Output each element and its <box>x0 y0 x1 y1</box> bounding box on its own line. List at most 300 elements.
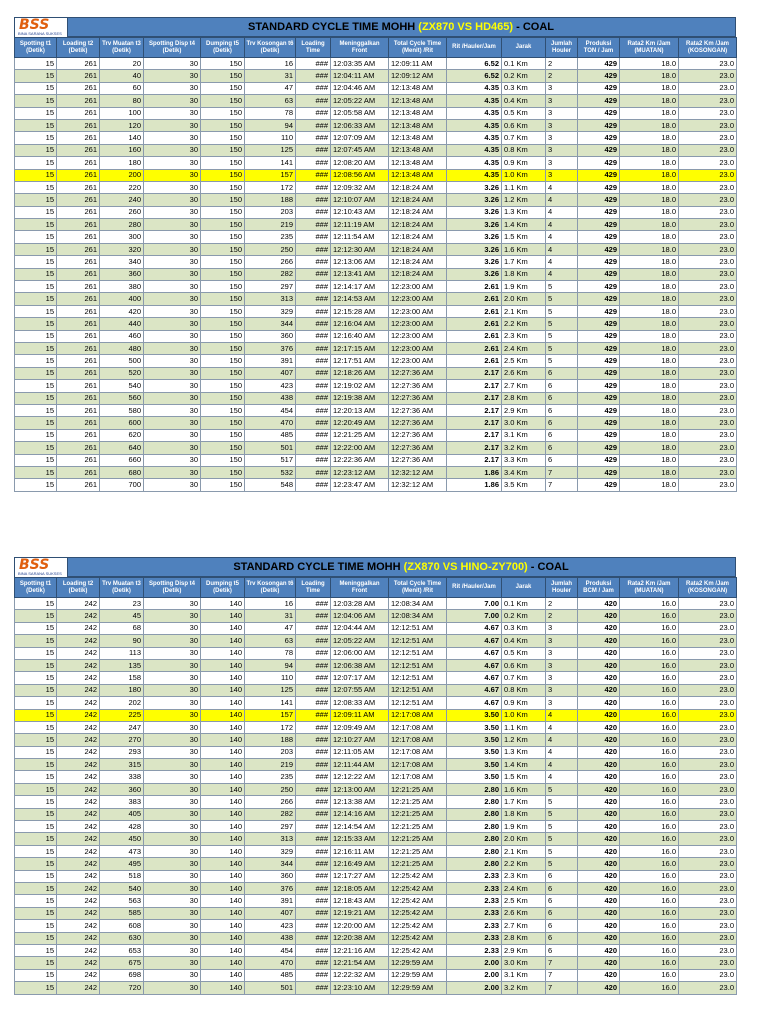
cell-dumping: 150 <box>201 82 245 94</box>
cell-trv-kosongan: 110 <box>245 672 296 684</box>
cell-total-cycle-time: 12:17:08 AM <box>389 746 447 758</box>
cell-trv-muatan: 360 <box>100 783 144 795</box>
cell-jarak: 0.1 Km <box>502 58 546 70</box>
cell-dumping: 140 <box>201 783 245 795</box>
cell-trv-kosongan: 282 <box>245 808 296 820</box>
cell-spotting: 15 <box>15 622 57 634</box>
cell-jarak: 1.5 Km <box>502 771 546 783</box>
cell-loading: 261 <box>57 380 100 392</box>
table-row <box>15 697 737 709</box>
cell-jarak: 0.3 Km <box>502 82 546 94</box>
cell-loading: 261 <box>57 429 100 441</box>
cell-produksi: 429 <box>578 305 620 317</box>
table-row <box>15 821 737 833</box>
cell-jarak: 0.3 Km <box>502 622 546 634</box>
cell-produksi: 420 <box>578 771 620 783</box>
col-header-loading: Loading t2 (Detik) <box>57 38 100 58</box>
cell-jarak: 2.5 Km <box>502 355 546 367</box>
cell-rata-muatan: 18.0 <box>620 417 679 429</box>
logo-tagline: BINA SARANA SUKSES <box>18 571 62 576</box>
cell-loading-time: ### <box>296 647 331 659</box>
cell-meninggalkan-front: 12:11:54 AM <box>331 231 389 243</box>
cycle-time-sheet-hino-zy700 <box>14 557 736 995</box>
cell-jumlah-houler: 5 <box>546 281 578 293</box>
cell-meninggalkan-front: 12:11:44 AM <box>331 759 389 771</box>
cell-produksi: 420 <box>578 808 620 820</box>
cell-spotting: 15 <box>15 783 57 795</box>
cell-meninggalkan-front: 12:09:32 AM <box>331 181 389 193</box>
cell-jarak: 1.7 Km <box>502 256 546 268</box>
cell-trv-muatan: 202 <box>100 697 144 709</box>
cell-rata-muatan: 18.0 <box>620 107 679 119</box>
cell-loading-time: ### <box>296 330 331 342</box>
cell-total-cycle-time: 12:12:51 AM <box>389 622 447 634</box>
title-equipment: (ZX870 VS HINO-ZY700) <box>403 561 528 573</box>
cell-trv-muatan: 480 <box>100 342 144 354</box>
cell-produksi: 420 <box>578 882 620 894</box>
cell-rata-muatan: 18.0 <box>620 281 679 293</box>
cell-loading: 261 <box>57 417 100 429</box>
cell-spotting: 15 <box>15 318 57 330</box>
cell-rata-muatan: 16.0 <box>620 659 679 671</box>
cell-spotting: 15 <box>15 771 57 783</box>
cell-jumlah-houler: 4 <box>546 181 578 193</box>
cell-loading-time: ### <box>296 82 331 94</box>
cell-meninggalkan-front: 12:10:07 AM <box>331 194 389 206</box>
cell-rata-muatan: 16.0 <box>620 969 679 981</box>
cell-dumping: 140 <box>201 969 245 981</box>
table-row <box>15 70 737 82</box>
cell-loading: 261 <box>57 355 100 367</box>
cell-trv-kosongan: 78 <box>245 647 296 659</box>
cell-produksi: 420 <box>578 833 620 845</box>
cell-trv-kosongan: 297 <box>245 821 296 833</box>
cell-trv-muatan: 608 <box>100 920 144 932</box>
cell-rata-kosongan: 23.0 <box>679 58 737 70</box>
cell-jumlah-houler: 7 <box>546 479 578 491</box>
cell-trv-kosongan: 188 <box>245 194 296 206</box>
cell-trv-muatan: 540 <box>100 882 144 894</box>
cell-dumping: 140 <box>201 635 245 647</box>
table-row <box>15 281 737 293</box>
cell-rata-muatan: 16.0 <box>620 697 679 709</box>
cell-spotting: 15 <box>15 858 57 870</box>
cell-dumping: 150 <box>201 206 245 218</box>
cell-loading: 261 <box>57 95 100 107</box>
cell-jumlah-houler: 6 <box>546 417 578 429</box>
cell-dumping: 140 <box>201 982 245 994</box>
cell-dumping: 140 <box>201 746 245 758</box>
cell-rit-per-jam: 3.26 <box>447 231 502 243</box>
cell-loading: 242 <box>57 796 100 808</box>
cell-trv-kosongan: 203 <box>245 746 296 758</box>
cell-loading: 242 <box>57 920 100 932</box>
cell-jumlah-houler: 5 <box>546 796 578 808</box>
cell-dumping: 150 <box>201 281 245 293</box>
cell-loading-time: ### <box>296 598 331 610</box>
cell-rata-muatan: 16.0 <box>620 610 679 622</box>
cell-produksi: 429 <box>578 318 620 330</box>
table-row <box>15 895 737 907</box>
cell-loading: 261 <box>57 243 100 255</box>
cell-dumping: 140 <box>201 870 245 882</box>
cell-jumlah-houler: 5 <box>546 330 578 342</box>
cell-meninggalkan-front: 12:20:13 AM <box>331 404 389 416</box>
cell-loading-time: ### <box>296 58 331 70</box>
cell-loading: 261 <box>57 206 100 218</box>
cell-total-cycle-time: 12:12:51 AM <box>389 672 447 684</box>
cell-spotting-disp: 30 <box>144 882 201 894</box>
table-row <box>15 882 737 894</box>
cell-rata-kosongan: 23.0 <box>679 132 737 144</box>
cell-rit-per-jam: 4.35 <box>447 132 502 144</box>
cell-jumlah-houler: 3 <box>546 635 578 647</box>
cell-loading-time: ### <box>296 882 331 894</box>
cell-rata-kosongan: 23.0 <box>679 330 737 342</box>
col-header-rit-per-jam: Rit /Hauler/Jam <box>447 578 502 598</box>
cell-loading-time: ### <box>296 70 331 82</box>
cell-total-cycle-time: 12:21:25 AM <box>389 796 447 808</box>
cell-produksi: 429 <box>578 466 620 478</box>
cell-rata-muatan: 16.0 <box>620 734 679 746</box>
cell-loading: 242 <box>57 821 100 833</box>
cell-rit-per-jam: 2.17 <box>447 442 502 454</box>
cell-dumping: 140 <box>201 622 245 634</box>
cell-total-cycle-time: 12:18:24 AM <box>389 256 447 268</box>
col-header-spotting: Spotting t1 (Detik) <box>15 578 57 598</box>
cell-total-cycle-time: 12:25:42 AM <box>389 932 447 944</box>
cell-trv-kosongan: 454 <box>245 404 296 416</box>
table-row <box>15 598 737 610</box>
cell-rata-muatan: 18.0 <box>620 132 679 144</box>
cell-produksi: 429 <box>578 206 620 218</box>
cell-dumping: 150 <box>201 268 245 280</box>
cell-spotting-disp: 30 <box>144 355 201 367</box>
cell-total-cycle-time: 12:12:51 AM <box>389 659 447 671</box>
cell-jumlah-houler: 6 <box>546 454 578 466</box>
cell-total-cycle-time: 12:12:51 AM <box>389 635 447 647</box>
cell-spotting: 15 <box>15 119 57 131</box>
cell-dumping: 150 <box>201 132 245 144</box>
cell-spotting: 15 <box>15 442 57 454</box>
cell-loading: 261 <box>57 281 100 293</box>
cell-loading-time: ### <box>296 932 331 944</box>
cell-jumlah-houler: 3 <box>546 107 578 119</box>
cell-spotting-disp: 30 <box>144 454 201 466</box>
cell-trv-muatan: 640 <box>100 442 144 454</box>
cell-dumping: 150 <box>201 466 245 478</box>
cell-trv-muatan: 340 <box>100 256 144 268</box>
cell-rata-muatan: 18.0 <box>620 367 679 379</box>
cell-meninggalkan-front: 12:05:58 AM <box>331 107 389 119</box>
cell-loading: 261 <box>57 132 100 144</box>
cell-loading-time: ### <box>296 783 331 795</box>
cell-dumping: 140 <box>201 659 245 671</box>
cell-jarak: 0.7 Km <box>502 132 546 144</box>
cell-rata-kosongan: 23.0 <box>679 466 737 478</box>
cell-produksi: 420 <box>578 734 620 746</box>
cell-jumlah-houler: 6 <box>546 442 578 454</box>
cell-trv-muatan: 450 <box>100 833 144 845</box>
cell-trv-muatan: 135 <box>100 659 144 671</box>
cell-spotting-disp: 30 <box>144 697 201 709</box>
cell-loading-time: ### <box>296 429 331 441</box>
cell-produksi: 429 <box>578 479 620 491</box>
cell-produksi: 429 <box>578 367 620 379</box>
cell-dumping: 150 <box>201 342 245 354</box>
cell-rit-per-jam: 3.26 <box>447 181 502 193</box>
cell-total-cycle-time: 12:25:42 AM <box>389 870 447 882</box>
cell-rata-muatan: 16.0 <box>620 684 679 696</box>
cell-total-cycle-time: 12:17:08 AM <box>389 721 447 733</box>
cell-rata-muatan: 18.0 <box>620 70 679 82</box>
cell-dumping: 140 <box>201 721 245 733</box>
cell-jumlah-houler: 3 <box>546 684 578 696</box>
cell-loading-time: ### <box>296 771 331 783</box>
cell-meninggalkan-front: 12:13:00 AM <box>331 783 389 795</box>
cell-rata-kosongan: 23.0 <box>679 157 737 169</box>
cell-spotting-disp: 30 <box>144 107 201 119</box>
cell-trv-kosongan: 454 <box>245 944 296 956</box>
cell-rata-kosongan: 23.0 <box>679 647 737 659</box>
cell-trv-kosongan: 376 <box>245 882 296 894</box>
cell-rata-muatan: 16.0 <box>620 833 679 845</box>
table-row <box>15 833 737 845</box>
cell-trv-kosongan: 157 <box>245 169 296 181</box>
cell-loading-time: ### <box>296 367 331 379</box>
cell-jarak: 1.4 Km <box>502 759 546 771</box>
cell-trv-muatan: 405 <box>100 808 144 820</box>
cell-loading-time: ### <box>296 697 331 709</box>
cell-total-cycle-time: 12:13:48 AM <box>389 82 447 94</box>
cell-meninggalkan-front: 12:13:38 AM <box>331 796 389 808</box>
cell-jarak: 1.8 Km <box>502 268 546 280</box>
cell-jumlah-houler: 2 <box>546 58 578 70</box>
cell-trv-kosongan: 485 <box>245 969 296 981</box>
cell-dumping: 150 <box>201 454 245 466</box>
cell-rata-muatan: 16.0 <box>620 771 679 783</box>
cell-jumlah-houler: 4 <box>546 194 578 206</box>
table-row <box>15 342 737 354</box>
cell-jumlah-houler: 3 <box>546 95 578 107</box>
cell-loading: 261 <box>57 318 100 330</box>
cell-rata-muatan: 18.0 <box>620 268 679 280</box>
cell-produksi: 429 <box>578 380 620 392</box>
cell-rata-kosongan: 23.0 <box>679 281 737 293</box>
cell-trv-muatan: 240 <box>100 194 144 206</box>
cell-trv-muatan: 698 <box>100 969 144 981</box>
cell-trv-muatan: 280 <box>100 219 144 231</box>
cell-jumlah-houler: 4 <box>546 746 578 758</box>
cell-spotting: 15 <box>15 206 57 218</box>
cell-jarak: 1.9 Km <box>502 281 546 293</box>
cell-spotting: 15 <box>15 598 57 610</box>
cell-jumlah-houler: 5 <box>546 305 578 317</box>
cell-trv-kosongan: 344 <box>245 318 296 330</box>
cell-meninggalkan-front: 12:04:46 AM <box>331 82 389 94</box>
cell-rata-kosongan: 23.0 <box>679 734 737 746</box>
cell-total-cycle-time: 12:13:48 AM <box>389 95 447 107</box>
cell-loading: 261 <box>57 256 100 268</box>
cell-rit-per-jam: 7.00 <box>447 598 502 610</box>
cell-loading-time: ### <box>296 281 331 293</box>
cell-rit-per-jam: 2.17 <box>447 367 502 379</box>
cell-jumlah-houler: 5 <box>546 293 578 305</box>
cell-spotting: 15 <box>15 144 57 156</box>
col-header-spotting-disp: Spotting Disp t4 (Detik) <box>144 38 201 58</box>
cell-loading-time: ### <box>296 231 331 243</box>
cell-loading-time: ### <box>296 870 331 882</box>
table-row <box>15 746 737 758</box>
cell-total-cycle-time: 12:18:24 AM <box>389 219 447 231</box>
cell-jarak: 2.2 Km <box>502 858 546 870</box>
cell-spotting: 15 <box>15 672 57 684</box>
cell-rit-per-jam: 2.80 <box>447 845 502 857</box>
cell-spotting-disp: 30 <box>144 895 201 907</box>
cell-rit-per-jam: 3.50 <box>447 734 502 746</box>
cell-loading-time: ### <box>296 305 331 317</box>
table-row <box>15 305 737 317</box>
cell-trv-muatan: 180 <box>100 157 144 169</box>
cell-jumlah-houler: 3 <box>546 622 578 634</box>
cell-meninggalkan-front: 12:08:20 AM <box>331 157 389 169</box>
cell-total-cycle-time: 12:27:36 AM <box>389 454 447 466</box>
cell-dumping: 150 <box>201 194 245 206</box>
table-row <box>15 132 737 144</box>
cell-meninggalkan-front: 12:14:53 AM <box>331 293 389 305</box>
cell-loading: 261 <box>57 392 100 404</box>
cell-dumping: 150 <box>201 144 245 156</box>
cell-trv-kosongan: 94 <box>245 659 296 671</box>
cell-loading: 242 <box>57 697 100 709</box>
cell-jarak: 0.7 Km <box>502 672 546 684</box>
cell-loading: 242 <box>57 771 100 783</box>
cell-trv-muatan: 60 <box>100 82 144 94</box>
cell-meninggalkan-front: 12:17:27 AM <box>331 870 389 882</box>
cell-spotting: 15 <box>15 380 57 392</box>
cell-total-cycle-time: 12:23:00 AM <box>389 342 447 354</box>
cell-trv-muatan: 80 <box>100 95 144 107</box>
col-header-produksi: Produksi BCM / Jam <box>578 578 620 598</box>
cell-rata-muatan: 18.0 <box>620 95 679 107</box>
cell-spotting-disp: 30 <box>144 392 201 404</box>
cell-loading-time: ### <box>296 442 331 454</box>
cell-spotting-disp: 30 <box>144 808 201 820</box>
cell-rit-per-jam: 4.35 <box>447 82 502 94</box>
logo-mark: BSS <box>19 557 50 573</box>
cell-loading-time: ### <box>296 392 331 404</box>
cell-meninggalkan-front: 12:04:44 AM <box>331 622 389 634</box>
cell-loading-time: ### <box>296 268 331 280</box>
cell-jarak: 3.3 Km <box>502 454 546 466</box>
cell-trv-kosongan: 78 <box>245 107 296 119</box>
cell-rit-per-jam: 2.33 <box>447 870 502 882</box>
cell-dumping: 150 <box>201 58 245 70</box>
cell-meninggalkan-front: 12:12:22 AM <box>331 771 389 783</box>
cell-rata-kosongan: 23.0 <box>679 181 737 193</box>
cell-spotting: 15 <box>15 920 57 932</box>
col-header-trv-kosongan: Trv Kosongan t6 (Detik) <box>245 38 296 58</box>
cell-total-cycle-time: 12:13:48 AM <box>389 132 447 144</box>
cell-total-cycle-time: 12:25:42 AM <box>389 895 447 907</box>
table-row <box>15 429 737 441</box>
cell-trv-kosongan: 532 <box>245 466 296 478</box>
cell-trv-muatan: 460 <box>100 330 144 342</box>
cell-spotting-disp: 30 <box>144 771 201 783</box>
cell-jarak: 3.0 Km <box>502 957 546 969</box>
cell-loading-time: ### <box>296 293 331 305</box>
cell-total-cycle-time: 12:23:00 AM <box>389 281 447 293</box>
cell-rit-per-jam: 2.80 <box>447 808 502 820</box>
cell-rit-per-jam: 6.52 <box>447 70 502 82</box>
cell-spotting: 15 <box>15 194 57 206</box>
cycle-time-table <box>14 37 737 492</box>
cell-spotting-disp: 30 <box>144 367 201 379</box>
cell-trv-muatan: 600 <box>100 417 144 429</box>
cell-total-cycle-time: 12:23:00 AM <box>389 330 447 342</box>
cell-jarak: 1.1 Km <box>502 181 546 193</box>
cell-jumlah-houler: 4 <box>546 256 578 268</box>
cell-trv-kosongan: 16 <box>245 58 296 70</box>
cell-spotting: 15 <box>15 684 57 696</box>
cell-rata-kosongan: 23.0 <box>679 721 737 733</box>
cell-trv-kosongan: 313 <box>245 833 296 845</box>
cell-dumping: 140 <box>201 610 245 622</box>
cell-total-cycle-time: 12:21:25 AM <box>389 858 447 870</box>
cell-jumlah-houler: 6 <box>546 367 578 379</box>
bss-logo <box>15 18 68 37</box>
cell-rata-muatan: 16.0 <box>620 882 679 894</box>
cell-rit-per-jam: 4.35 <box>447 169 502 181</box>
cell-trv-muatan: 495 <box>100 858 144 870</box>
cell-loading: 242 <box>57 845 100 857</box>
cell-rata-muatan: 16.0 <box>620 598 679 610</box>
cell-rit-per-jam: 4.67 <box>447 672 502 684</box>
cell-loading: 261 <box>57 367 100 379</box>
cell-spotting-disp: 30 <box>144 293 201 305</box>
cell-trv-kosongan: 125 <box>245 144 296 156</box>
table-row <box>15 206 737 218</box>
cell-spotting-disp: 30 <box>144 231 201 243</box>
cell-dumping: 140 <box>201 759 245 771</box>
cell-jumlah-houler: 3 <box>546 132 578 144</box>
cell-produksi: 429 <box>578 256 620 268</box>
cell-spotting-disp: 30 <box>144 206 201 218</box>
cell-rata-kosongan: 23.0 <box>679 293 737 305</box>
cell-total-cycle-time: 12:25:42 AM <box>389 882 447 894</box>
cell-produksi: 420 <box>578 721 620 733</box>
cell-total-cycle-time: 12:17:08 AM <box>389 734 447 746</box>
cell-spotting-disp: 30 <box>144 58 201 70</box>
cell-rata-muatan: 16.0 <box>620 808 679 820</box>
cell-jumlah-houler: 4 <box>546 206 578 218</box>
cell-jarak: 2.4 Km <box>502 342 546 354</box>
cell-rit-per-jam: 3.50 <box>447 709 502 721</box>
cell-loading-time: ### <box>296 821 331 833</box>
cell-meninggalkan-front: 12:16:04 AM <box>331 318 389 330</box>
cell-spotting: 15 <box>15 721 57 733</box>
col-header-rata-muatan: Rata2 Km /Jam (MUATAN) <box>620 38 679 58</box>
cell-rit-per-jam: 2.61 <box>447 342 502 354</box>
cell-loading-time: ### <box>296 95 331 107</box>
cell-jarak: 2.9 Km <box>502 404 546 416</box>
cycle-time-sheet-hd465 <box>14 17 736 492</box>
cell-total-cycle-time: 12:08:34 AM <box>389 610 447 622</box>
cell-trv-kosongan: 360 <box>245 870 296 882</box>
cell-trv-kosongan: 31 <box>245 70 296 82</box>
col-header-trv-muatan: Trv Muatan t3 (Detik) <box>100 38 144 58</box>
cell-produksi: 420 <box>578 635 620 647</box>
